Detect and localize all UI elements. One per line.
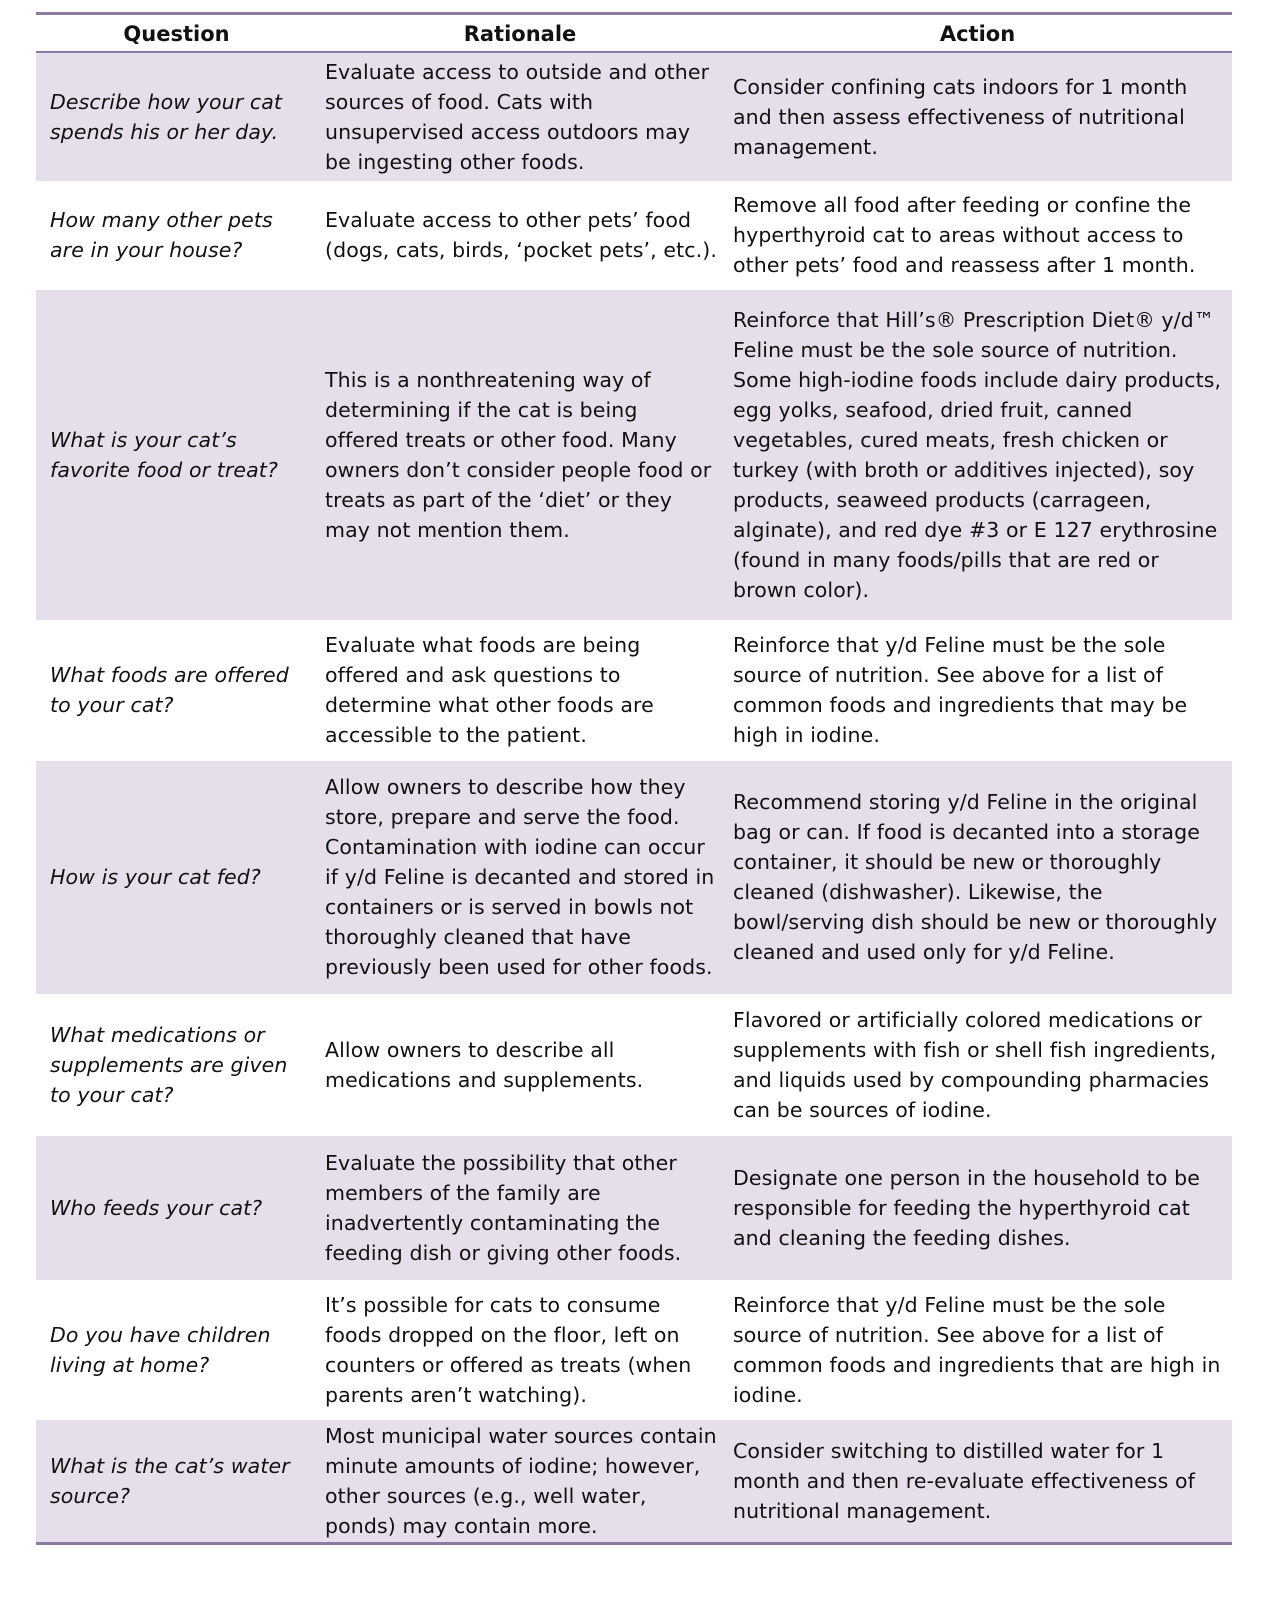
header-question: Question <box>123 21 230 46</box>
diet-history-table-container <box>36 12 1232 1545</box>
action-cell: Flavored or artificially colored medications or supplements with fish or shell fish ingredients, and liquids used by compounding pharmacies can be sources of iodine. <box>733 1007 1217 1122</box>
action-cell: Remove all food after feeding or confine the hyperthyroid cat to areas without access to other pets’ food and reassess after 1 month. <box>733 193 1196 277</box>
question-cell: Describe how your cat spends his or her day. <box>50 89 283 144</box>
rationale-cell: Allow owners to describe how they store, prepare and serve the food. Contamination with iodine can occur if y/d Feline is decanted and stored in containers or is served in bowls not thoroughly cleaned that have previously been used for other foods. <box>325 775 715 979</box>
header-row <box>36 14 1232 52</box>
rationale-cell: It’s possible for cats to consume foods dropped on the floor, left on counters or offered as treats (when parents aren’t watching). <box>325 1292 692 1407</box>
table-row <box>36 1280 1232 1420</box>
question-cell: What foods are offered to your cat? <box>50 663 289 717</box>
rationale-cell: Evaluate access to outside and other sources of food. Cats with unsupervised access outdoors may be ingesting other foods. <box>325 59 710 174</box>
rationale-cell: Most municipal water sources contain minute amounts of iodine; however, other sources (e.g., well water, ponds) may contain more. <box>325 1423 717 1538</box>
table-row <box>36 181 1232 290</box>
table-header <box>36 14 1232 52</box>
rationale-cell: Evaluate what foods are being offered and ask questions to determine what other foods are accessible to the patient. <box>325 633 654 747</box>
table-row <box>36 994 1232 1136</box>
rationale-cell: This is a nonthreatening way of determining if the cat is being offered treats or other food. Many owners don’t consider people food or treats as part of the ‘diet’ or they may not mention them. <box>325 367 712 542</box>
table-row <box>36 1420 1232 1544</box>
action-cell: Recommend storing y/d Feline in the original bag or can. If food is decanted into a storage container, it should be new or thoroughly cleaned (dishwasher). Likewise, the bowl/serving dish should be new or thoroughly cleaned and used only for y/d Feline. <box>733 790 1218 964</box>
table-body <box>36 52 1232 1544</box>
rationale-cell: Allow owners to describe all medications and supplements. <box>325 1037 644 1092</box>
header-rationale: Rationale <box>463 21 577 46</box>
table-row <box>36 620 1232 761</box>
action-cell: Consider confining cats indoors for 1 month and then assess effectiveness of nutritional management. <box>733 74 1188 159</box>
table-row <box>36 290 1232 620</box>
question-cell: What medications or supplements are given to your cat? <box>50 1022 288 1107</box>
table-row <box>36 761 1232 994</box>
action-cell: Reinforce that y/d Feline must be the sole source of nutrition. See above for a list of common foods and ingredients that are high in iodine. <box>733 1292 1221 1407</box>
header-action: Action <box>939 21 1016 46</box>
question-cell: How many other pets are in your house? <box>50 208 273 262</box>
question-cell: Who feeds your cat? <box>50 1195 263 1220</box>
rationale-cell: Evaluate access to other pets’ food (dogs, cats, birds, ‘pocket pets’, etc.). <box>325 208 717 262</box>
question-cell: Do you have children living at home? <box>50 1322 271 1377</box>
action-cell: Reinforce that Hill’s® Prescription Diet® y/d™ Feline must be the sole source of nutrition. Some high-iodine foods include dairy products, egg yolks, seafood, dried fruit, canned vegetables, cured meats, fresh chicken or turkey (with broth or additives injected), soy products, seaweed products (carrageen, alginate), and red dye #3 or E 127 erythrosine (found in many foods/pills that are red or brown color). <box>733 307 1222 602</box>
action-cell: Reinforce that y/d Feline must be the sole source of nutrition. See above for a list of common foods and ingredients that may be high in iodine. <box>733 633 1188 747</box>
table-row <box>36 52 1232 181</box>
rationale-cell: Evaluate the possibility that other members of the family are inadvertently contaminating the feeding dish or giving other foods. <box>325 1150 682 1265</box>
action-cell: Designate one person in the household to be responsible for feeding the hyperthyroid cat and cleaning the feeding dishes. <box>733 1165 1200 1250</box>
table-row <box>36 1136 1232 1280</box>
action-cell: Consider switching to distilled water for 1 month and then re-evaluate effectiveness of nutritional management. <box>733 1438 1195 1523</box>
question-cell: What is the cat’s water source? <box>50 1453 290 1508</box>
question-cell: What is your cat’s favorite food or treat? <box>50 427 278 482</box>
question-cell: How is your cat fed? <box>50 865 261 889</box>
diet-history-table <box>36 12 1232 1545</box>
